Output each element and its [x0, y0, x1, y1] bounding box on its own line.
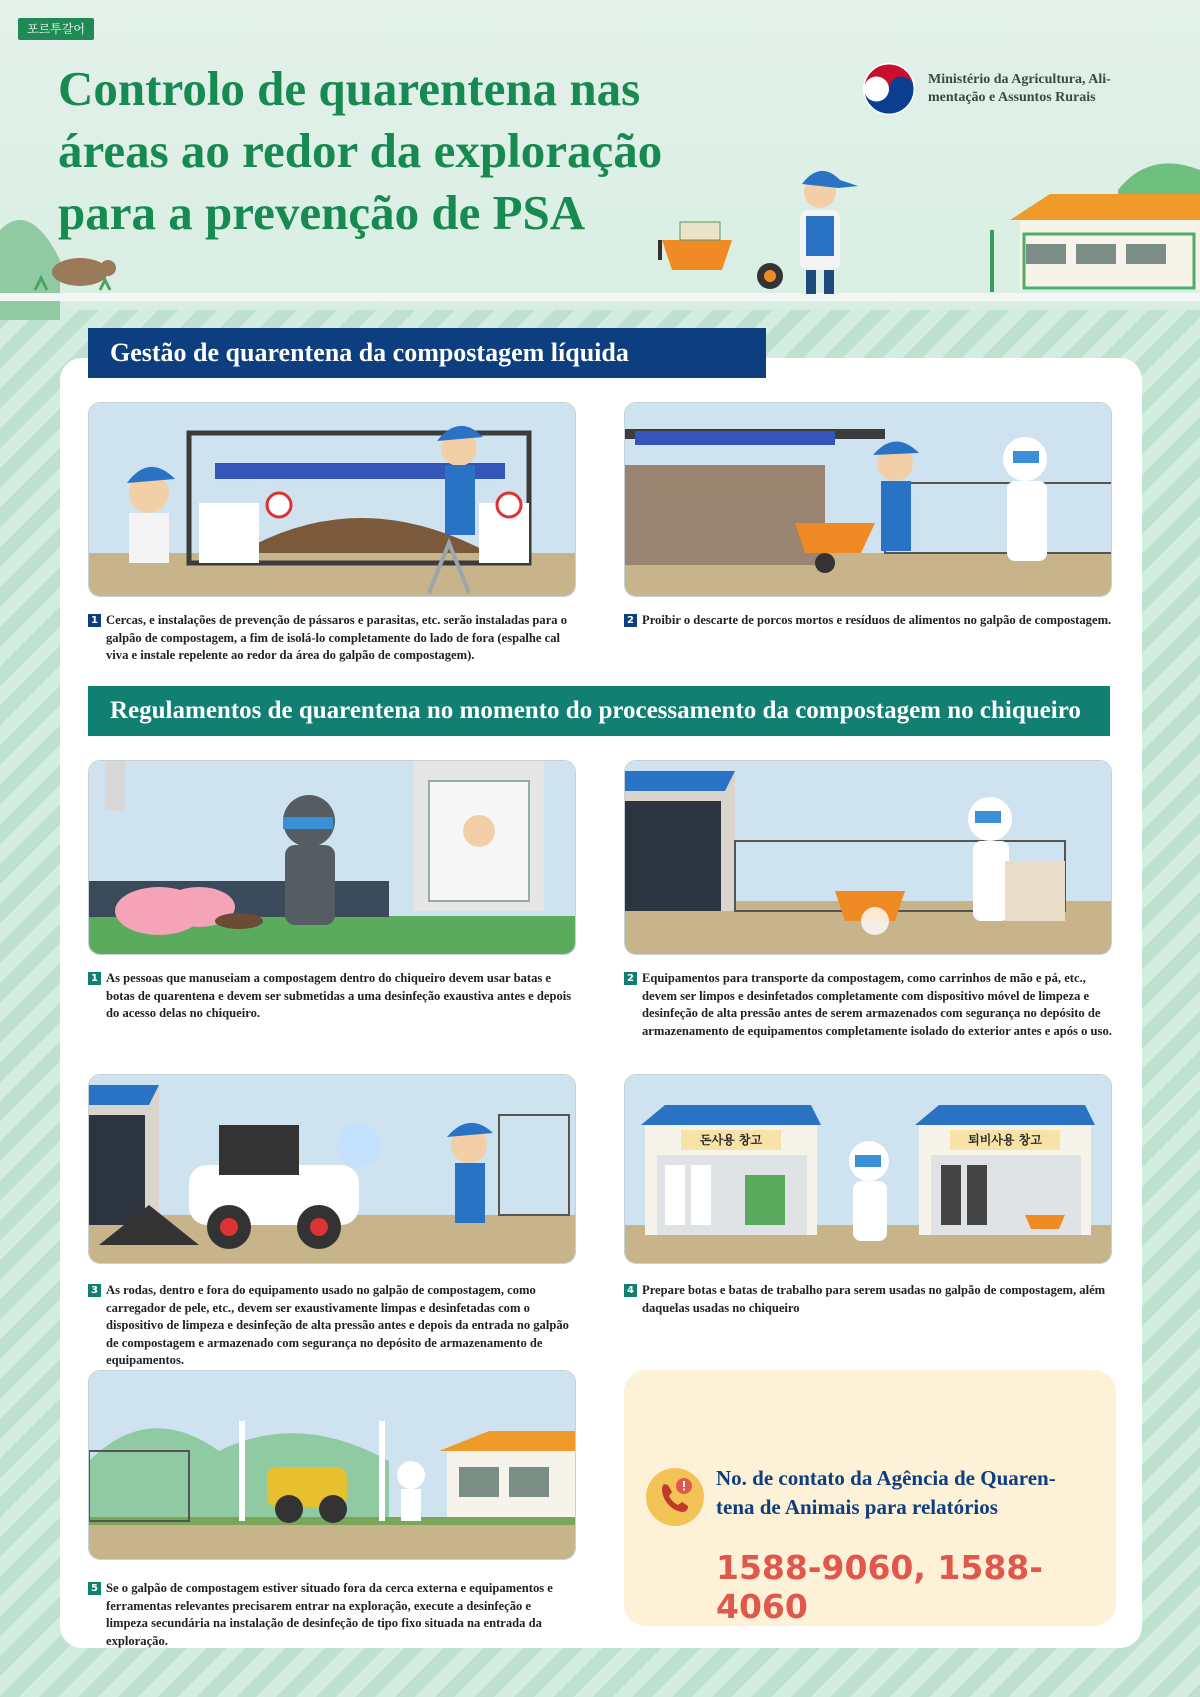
caption-number: 5 — [88, 1582, 101, 1595]
section1-title: Gestão de quarentena da compostagem líquida — [88, 328, 766, 378]
caption-s1-1 — [88, 612, 576, 665]
caption-s2-4 — [624, 1282, 1112, 1317]
caption-text: As rodas, dentro e fora do equipamento usado no galpão de compostagem, como carregador de pele, etc., devem ser exaustivamente limpas e desinfetadas com o dispositivo de limpeza e desinfeção de alta pressão antes e depois da entrada no galpão de compostagem e armazenado com segurança no depósito de armazenamento de equipamentos. — [106, 1283, 569, 1367]
illustration-panel-s2-5 — [88, 1370, 576, 1560]
section2-title: Regulamentos de quarentena no momento do processamento da compostagem no chiqueiro — [88, 686, 1110, 736]
caption-text: Equipamentos para transporte da compostagem, como carrinhos de mão e pá, etc., devem ser limpos e desinfetados completamente com dispositivo móvel de limpeza e desinfeção de alta pressão antes de serem armazenados com segurança no depósito de armazenamento de equipamentos completamente isolado do exterior antes e após o uso. — [642, 971, 1112, 1038]
caption-number: 1 — [88, 972, 101, 985]
ministry-logo-icon — [862, 62, 916, 116]
caption-text: Se o galpão de compostagem estiver situado fora da cerca externa e equipamentos e ferramentas relevantes precisarem entrar na exploração, execute a desinfeção e limpeza secundária na instalação de desinfeção de tipo fixo situada na entrada da exploração. — [106, 1581, 553, 1648]
contact-title: No. de contato da Agência de Quaren- tena de Animais para relatórios — [716, 1466, 1056, 1519]
illustration-panel-s2-4 — [624, 1074, 1112, 1264]
caption-text: Cercas, e instalações de prevenção de pássaros e parasitas, etc. serão instaladas para o galpão de compostagem, a fim de isolá-lo completamente do lado de fora (espalhe cal viva e instale repelente ao redor da área do galpão de compostagem). — [106, 613, 568, 662]
illustration-panel-s2-3 — [88, 1074, 576, 1264]
page-title: Controlo de quarentena nas áreas ao redor da exploração para a prevenção de PSA — [58, 61, 663, 240]
illustration-panel-s1-1 — [88, 402, 576, 597]
ministry-name: Ministério da Agricultura, Ali- mentação e Assuntos Rurais — [928, 72, 1111, 105]
wheelbarrow-icon — [660, 222, 783, 289]
warehouse-label-2: 퇴비사용 창고 — [950, 1130, 1060, 1150]
warehouse-label-1: 돈사용 창고 — [681, 1130, 781, 1150]
caption-number: 3 — [88, 1284, 101, 1297]
illustration-panel-s2-2 — [624, 760, 1112, 955]
phone-icon — [646, 1468, 704, 1526]
language-tag: 포르투갈어 — [18, 18, 94, 40]
caption-text: Proibir o descarte de porcos mortos e resíduos de alimentos no galpão de compostagem. — [642, 613, 1112, 627]
boar-icon — [52, 258, 108, 286]
illustration-panel-s1-2 — [624, 402, 1112, 597]
caption-text: Prepare botas e batas de trabalho para serem usadas no galpão de compostagem, além daquelas usadas no chiqueiro — [642, 1283, 1106, 1315]
caption-s1-2 — [624, 612, 1112, 630]
header-illustration — [0, 150, 1200, 320]
farmer-icon — [800, 171, 858, 294]
caption-s2-3 — [88, 1282, 576, 1370]
caption-s2-2 — [624, 970, 1112, 1040]
caption-s2-1 — [88, 970, 576, 1023]
caption-number: 4 — [624, 1284, 637, 1297]
contact-box — [624, 1370, 1116, 1626]
caption-s2-5 — [88, 1580, 576, 1650]
caption-number: 2 — [624, 614, 637, 627]
caption-number: 2 — [624, 972, 637, 985]
contact-phone-numbers: 1588-9060, 1588-4060 — [716, 1548, 1043, 1626]
caption-text: As pessoas que manuseiam a compostagem dentro do chiqueiro devem usar batas e botas de quarentena e devem ser submetidas a uma desinfeção exaustiva antes e depois do acesso delas no chiqueiro. — [106, 971, 572, 1020]
illustration-panel-s2-1 — [88, 760, 576, 955]
farm-building-icon — [992, 194, 1200, 292]
caption-number: 1 — [88, 614, 101, 627]
ministry-block — [862, 62, 1111, 116]
